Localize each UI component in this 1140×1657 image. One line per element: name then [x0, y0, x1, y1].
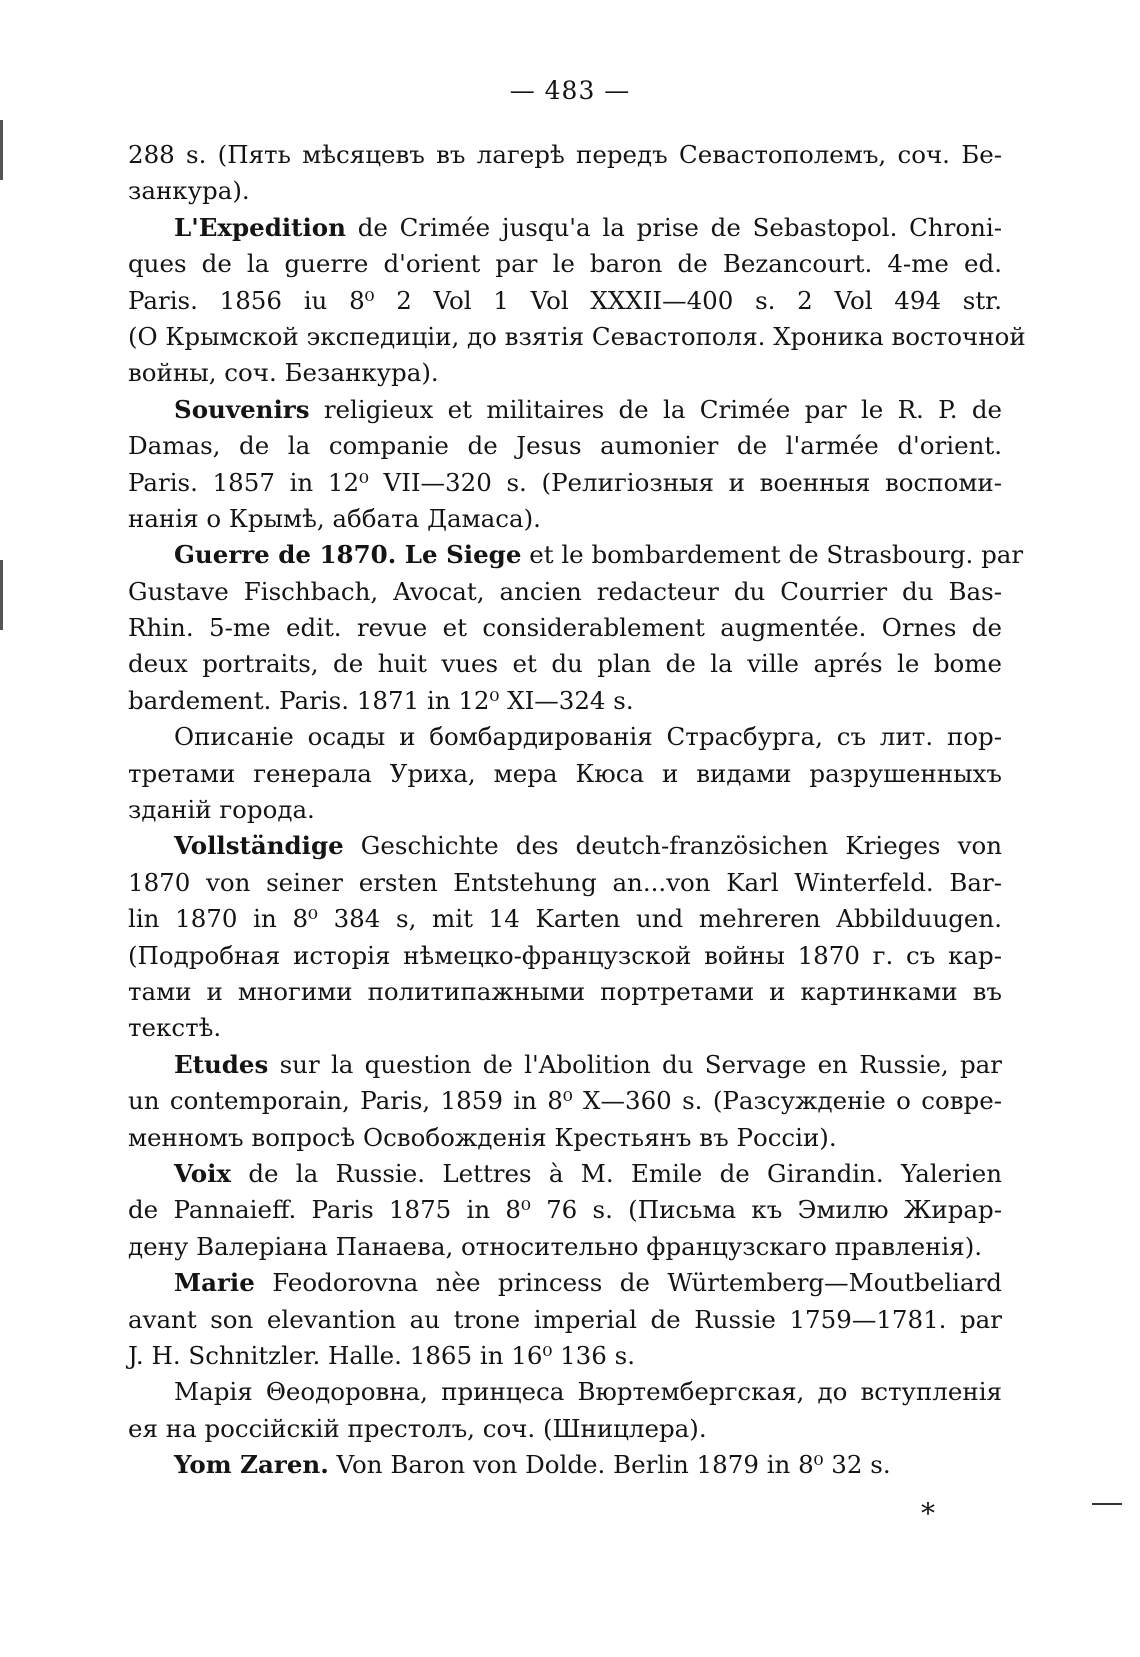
text-line: [128, 574, 1002, 610]
text-line: [128, 610, 1002, 646]
text-line: [128, 1083, 1002, 1119]
body-text: [128, 137, 1026, 1483]
text-line: [128, 210, 1002, 246]
text-line: [128, 1229, 1002, 1265]
line-text: sur la question de l'Abolition du Servage en Russie, par: [268, 1049, 1002, 1079]
line-text: Gustave Fischbach, Avocat, ancien redacteur du Courrier du Bas-: [128, 576, 1002, 606]
line-text: Paris. 1857 in 12⁰ VII—320 s. (Религіозныя и военныя воспоми-: [128, 467, 1002, 497]
text-line: [128, 1302, 1002, 1338]
text-line: [128, 1192, 1002, 1228]
text-line: [128, 828, 1002, 864]
text-line: [128, 355, 1002, 391]
line-text: 288 s. (Пять мѣсяцевъ въ лагерѣ передъ Севастополемъ, соч. Бе-: [128, 140, 1002, 169]
text-line: [128, 719, 1002, 755]
line-text: Марія Θеодоровна, принцеса Вюртембергская, до вступленія: [174, 1377, 1002, 1407]
text-line: [128, 392, 1002, 428]
text-line: [128, 865, 1002, 901]
line-text: J. H. Schnitzler. Halle. 1865 in 16⁰ 136 s.: [128, 1340, 635, 1370]
text-line: [128, 501, 1002, 537]
line-text: Paris. 1856 iu 8⁰ 2 Vol 1 Vol XXXII—400 s. 2 Vol 494 str.: [128, 285, 1002, 315]
text-line: [128, 938, 1002, 974]
line-text: religieux et militaires de la Crimée par le R. P. de: [309, 394, 1002, 424]
line-text: un contemporain, Paris, 1859 in 8⁰ X—360 s. (Разсужденіе о совре-: [128, 1086, 1002, 1116]
text-line: [128, 1265, 1002, 1301]
text-line: [128, 1338, 1002, 1374]
line-text: et le bombardement de Strasbourg. par: [521, 540, 1024, 570]
line-text: lin 1870 in 8⁰ 384 s, mit 14 Karten und mehreren Abbilduugen.: [128, 904, 1002, 934]
line-text: avant son elevantion au trone imperial de Russie 1759—1781. par: [128, 1304, 1002, 1334]
line-text: de Pannaieff. Paris 1875 in 8⁰ 76 s. (Письма къ Эмилю Жирар-: [128, 1195, 1002, 1225]
line-text: тами и многими политипажными портретами и картинками въ: [128, 976, 1002, 1006]
scan-edge-mark: [0, 120, 3, 180]
text-line: [128, 792, 1002, 828]
line-text: Von Baron von Dolde. Berlin 1879 in 8⁰ 32 s.: [328, 1450, 891, 1480]
scan-edge-mark: [0, 560, 3, 630]
text-line: [128, 901, 1002, 937]
text-line: [128, 1010, 1002, 1046]
text-line: [128, 1047, 1002, 1083]
text-line: [128, 537, 1024, 573]
text-line: [128, 465, 1002, 501]
line-text: нанія о Крымѣ, аббата Дамаса).: [128, 503, 541, 533]
text-line: [128, 1374, 1002, 1410]
text-line: [128, 974, 1002, 1010]
text-line: [128, 137, 1002, 173]
text-line: [128, 646, 1002, 682]
line-text: bardement. Paris. 1871 in 12⁰ XI—324 s.: [128, 685, 634, 715]
text-line: [128, 319, 1026, 355]
text-line: [128, 1156, 1002, 1192]
line-text: de Crimée jusqu'a la prise de Sebastopol. Chroni-: [345, 212, 1002, 242]
line-text: Damas, de la companie de Jesus aumonier de l'armée d'orient.: [128, 431, 1002, 461]
bold-title: Voix: [174, 1158, 232, 1188]
footer-asterisk: *: [921, 1497, 935, 1530]
line-text: ques de la guerre d'orient par le baron de Bezancourt. 4-me ed.: [128, 249, 1002, 279]
line-text: 1870 von seiner ersten Entstehung an...von Karl Winterfeld. Bar-: [128, 867, 1002, 897]
text-line: [128, 1411, 1002, 1447]
bold-title: Etudes: [174, 1049, 269, 1079]
text-line: [128, 1120, 1002, 1156]
bold-title: L'Expedition: [174, 212, 346, 242]
line-text: текстѣ.: [128, 1013, 222, 1043]
catchword-rule: [1092, 1503, 1122, 1505]
line-text: Geschichte des deutch-französichen Krieges von: [343, 831, 1002, 861]
text-line: [128, 283, 1002, 319]
line-text: (О Крымской экспедиціи, до взятія Севастополя. Хроника восточной: [128, 321, 1026, 351]
line-text: зданій города.: [128, 795, 315, 825]
bold-title: Marie: [174, 1268, 255, 1298]
line-text: de la Russie. Lettres à M. Emile de Girandin. Yalerien: [231, 1158, 1002, 1188]
text-line: [128, 246, 1002, 282]
text-line: [128, 756, 1002, 792]
bold-title: Yom Zaren.: [174, 1450, 329, 1480]
line-text: менномъ вопросѣ Освобожденія Крестьянъ въ Россіи).: [128, 1122, 837, 1152]
text-line: [128, 1447, 1002, 1483]
line-text: занкура).: [128, 176, 250, 206]
line-text: deux portraits, de huit vues et du plan de la ville aprés le bome: [128, 649, 1002, 679]
text-line: [128, 428, 1002, 464]
bold-title: Guerre de 1870. Le Siege: [174, 540, 522, 570]
line-text: Feodorovna nèe princess de Würtemberg—Moutbeliard: [254, 1268, 1002, 1298]
bold-title: Vollständige: [174, 831, 344, 861]
page-number: — 483 —: [509, 76, 631, 105]
bold-title: Souvenirs: [174, 394, 310, 424]
line-text: дену Валеріана Панаева, относительно французскаго правленія).: [128, 1231, 983, 1261]
line-text: (Подробная исторія нѣмецко-французской войны 1870 г. съ кар-: [128, 940, 1002, 970]
line-text: Rhin. 5-me edit. revue et considerablement augmentée. Ornes de: [128, 613, 1002, 643]
line-text: третами генерала Уриха, мера Кюса и видами разрушенныхъ: [128, 758, 1002, 788]
line-text: Описаніе осады и бомбардированія Страсбурга, съ лит. пор-: [174, 722, 1002, 752]
text-line: [128, 683, 1002, 719]
line-text: войны, соч. Безанкура).: [128, 358, 439, 388]
line-text: ея на россійскій престолъ, соч. (Шницлера).: [128, 1413, 707, 1443]
text-line: [128, 173, 1002, 209]
